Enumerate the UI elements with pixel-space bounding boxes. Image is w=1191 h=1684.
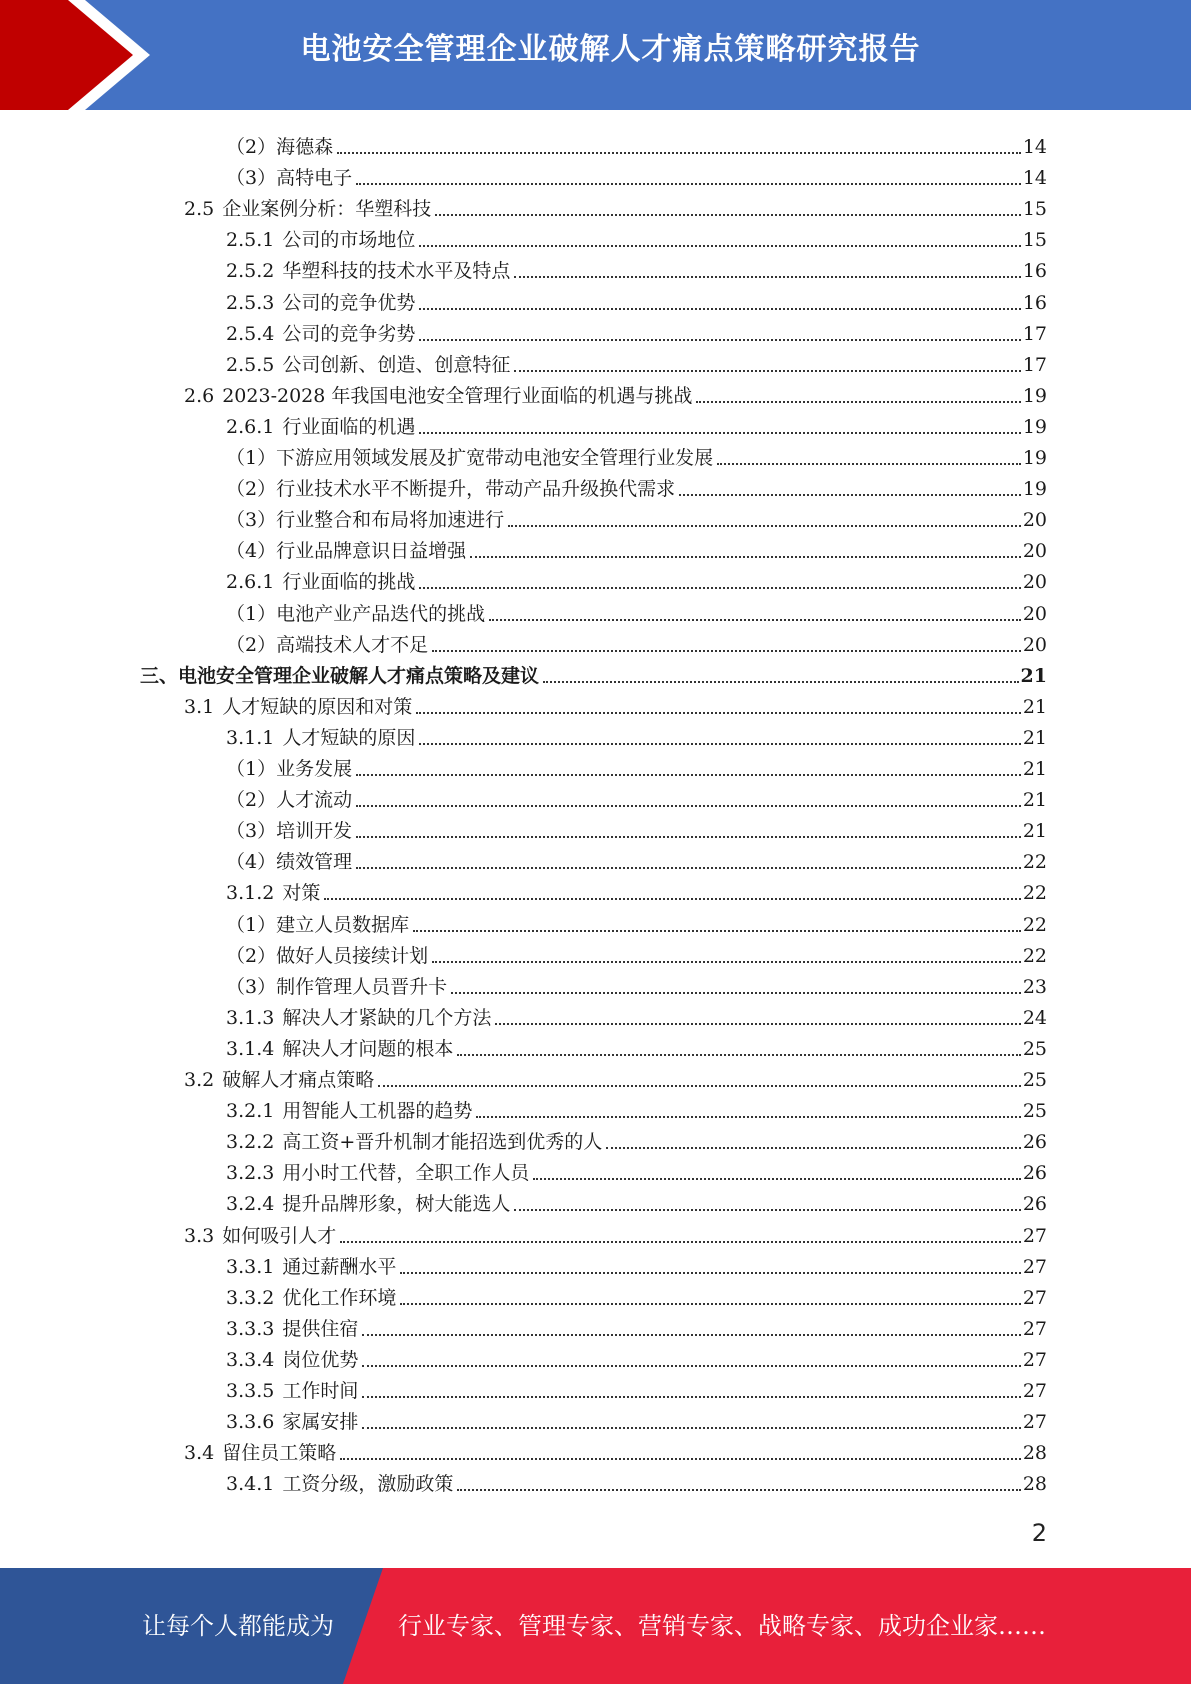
toc-entry[interactable] [226, 843, 1047, 874]
toc-entry[interactable] [226, 1123, 1047, 1154]
toc-entry-number: 2.5 [184, 198, 215, 221]
toc-dot-leader [606, 1147, 1021, 1149]
toc-entry[interactable] [226, 315, 1047, 346]
toc-entry-page: 21 [1020, 664, 1047, 687]
page-header [0, 0, 1191, 110]
toc-entry-label [226, 136, 335, 159]
toc-dot-leader [514, 370, 1020, 372]
toc-entry-page: 28 [1022, 1442, 1047, 1465]
toc-entry-page: 14 [1022, 136, 1047, 158]
toc-entry[interactable] [226, 626, 1047, 657]
toc-entry-label [226, 323, 417, 346]
toc-entry-label [226, 354, 512, 377]
toc-entry-label [226, 820, 354, 843]
toc-entry-label [226, 167, 354, 190]
toc-entry[interactable] [226, 968, 1047, 999]
toc-entry-label [226, 945, 430, 968]
toc-entry-label [226, 1349, 360, 1372]
toc-entry[interactable] [226, 1248, 1047, 1279]
toc-entry-title: 岗位优势 [282, 1348, 359, 1371]
toc-entry-page: 26 [1022, 1131, 1047, 1154]
toc-entry-title: （4）行业品牌意识日益增强 [226, 540, 467, 563]
toc-dot-leader [416, 712, 1021, 714]
toc-dot-leader [679, 494, 1021, 496]
toc-entry-title: 人才短缺的原因和对策 [222, 695, 413, 718]
toc-entry-page: 27 [1022, 1286, 1047, 1309]
toc-entry-label [184, 198, 433, 221]
toc-entry-label [226, 571, 417, 594]
toc-entry-page: 19 [1022, 415, 1047, 438]
toc-entry-label [184, 385, 694, 408]
toc-entry-page: 27 [1022, 1224, 1047, 1247]
toc-entry-page: 22 [1022, 882, 1047, 905]
toc-entry-label [226, 1131, 604, 1154]
toc-entry[interactable] [226, 128, 1047, 159]
toc-dot-leader [413, 930, 1021, 932]
toc-entry-page: 26 [1022, 1193, 1047, 1216]
toc-entry-title: 通过薪酬水平 [282, 1255, 397, 1278]
toc-entry-title: 行业面临的机遇 [282, 415, 416, 438]
toc-dot-leader [489, 619, 1021, 621]
toc-entry-number: 3.1.4 [226, 1037, 275, 1060]
toc-dot-leader [356, 867, 1021, 869]
toc-entry-number: 3.2.2 [226, 1131, 275, 1154]
toc-entry[interactable] [184, 377, 1047, 408]
toc-entry-page: 14 [1022, 167, 1047, 190]
toc-dot-leader [470, 556, 1021, 558]
toc-entry-title: （3）行业整合和布局将加速进行 [226, 509, 505, 532]
toc-entry-title: （2）行业技术水平不断提升，带动产品升级换代需求 [226, 478, 676, 501]
toc-entry-label [226, 1411, 360, 1434]
toc-entry-page: 15 [1022, 198, 1047, 221]
toc-dot-leader [432, 961, 1021, 963]
toc-entry-number: 3.4 [184, 1442, 215, 1465]
toc-entry-title: 解决人才问题的根本 [282, 1037, 454, 1060]
toc-entry-page: 27 [1022, 1317, 1047, 1340]
toc-entry-label [226, 758, 354, 781]
toc-entry-page: 15 [1022, 229, 1047, 252]
footer-slogan-right: 行业专家、管理专家、营销专家、战略专家、成功企业家…… [398, 1612, 1046, 1640]
toc-entry-label [226, 1100, 474, 1123]
toc-dot-leader [340, 1241, 1021, 1243]
toc-entry-title: 公司的竞争优势 [282, 291, 416, 314]
toc-dot-leader [508, 525, 1021, 527]
toc-entry-number: 2.5.3 [226, 291, 275, 314]
toc-dot-leader [356, 774, 1021, 776]
toc-entry-number: 2.5.5 [226, 353, 275, 376]
toc-entry-page: 25 [1022, 1100, 1047, 1123]
toc-entry-title: 公司创新、创造、创意特征 [282, 353, 511, 376]
toc-entry-label [226, 1287, 398, 1310]
toc-entry[interactable] [226, 346, 1047, 377]
toc-entry-title: 三、电池安全管理企业破解人才痛点策略及建议 [140, 664, 540, 687]
toc-dot-leader [356, 183, 1021, 185]
toc-entry-number: 2.6.1 [226, 415, 275, 438]
toc-entry-label [226, 1256, 398, 1279]
toc-dot-leader [362, 1334, 1020, 1336]
toc-entry-number: 3.1.1 [226, 726, 275, 749]
toc-dot-leader [400, 1303, 1020, 1305]
toc-entry-page: 21 [1022, 820, 1047, 843]
toc-entry-label [226, 1473, 455, 1496]
toc-dot-leader [514, 1209, 1020, 1211]
toc-dot-leader [419, 339, 1020, 341]
toc-entry-page: 17 [1022, 353, 1047, 376]
toc-entry-label [226, 1380, 360, 1403]
toc-entry[interactable] [226, 719, 1047, 750]
toc-dot-leader [340, 1458, 1021, 1460]
toc-entry-number: 3.3.6 [226, 1411, 275, 1434]
toc-entry-number: 3.2 [184, 1069, 215, 1091]
toc-entry[interactable] [226, 1372, 1047, 1403]
toc-entry-page: 22 [1022, 944, 1047, 967]
toc-entry-label [226, 260, 512, 283]
toc-entry-label [226, 1162, 531, 1185]
toc-entry-title: （2）做好人员接续计划 [226, 944, 429, 967]
toc-entry-label [184, 1225, 338, 1248]
toc-entry-page: 16 [1022, 260, 1047, 283]
toc-entry-title: （2）海德森 [226, 136, 334, 158]
toc-dot-leader [514, 276, 1020, 278]
toc-entry-title: （4）绩效管理 [226, 851, 353, 874]
toc-entry-number: 3.3.5 [226, 1380, 275, 1402]
toc-entry-page: 27 [1022, 1348, 1047, 1371]
toc-entry[interactable] [226, 1341, 1047, 1372]
toc-entry-title: 人才短缺的原因 [282, 726, 416, 749]
toc-entry-page: 25 [1022, 1037, 1047, 1060]
toc-entry-title: 用小时工代替，全职工作人员 [282, 1162, 530, 1185]
toc-entry-title: 留住员工策略 [222, 1442, 337, 1465]
toc-entry-number: 3.3 [184, 1224, 215, 1247]
toc-entry-title: （2）人才流动 [226, 789, 353, 812]
toc-entry-label [226, 1318, 360, 1341]
toc-entry[interactable] [226, 501, 1047, 532]
toc-entry-number: 3.3.4 [226, 1348, 275, 1371]
toc-entry[interactable] [226, 874, 1047, 905]
toc-entry[interactable] [226, 1092, 1047, 1123]
toc-entry[interactable] [226, 1403, 1047, 1434]
toc-entry-page: 26 [1022, 1162, 1047, 1185]
toc-dot-leader [435, 214, 1021, 216]
toc-dot-leader [419, 432, 1020, 434]
toc-entry-page: 20 [1022, 509, 1047, 532]
toc-dot-leader [419, 587, 1020, 589]
toc-dot-leader [362, 1396, 1020, 1398]
toc-entry-page: 19 [1022, 447, 1047, 469]
toc-dot-leader [457, 1054, 1020, 1056]
footer-slogan-left: 让每个人都能成为 [142, 1612, 334, 1640]
toc-entry[interactable] [184, 1434, 1047, 1465]
toc-entry-title: 提供住宿 [282, 1317, 359, 1340]
toc-entry-number: 3.1 [184, 695, 215, 718]
toc-entry-label [226, 851, 354, 874]
toc-entry-page: 20 [1022, 633, 1047, 656]
toc-entry[interactable] [226, 284, 1047, 315]
toc-entry-page: 27 [1022, 1411, 1047, 1434]
toc-entry-page: 20 [1022, 540, 1047, 563]
toc-entry-title: （3）高特电子 [226, 167, 353, 190]
toc-entry-page: 16 [1022, 291, 1047, 314]
toc-entry-title: （3）培训开发 [226, 820, 353, 843]
toc-entry-page: 21 [1022, 789, 1047, 812]
toc-entry-title: 解决人才紧缺的几个方法 [282, 1006, 492, 1029]
toc-entry-page: 20 [1022, 602, 1047, 625]
toc-entry-label [226, 603, 487, 626]
toc-dot-leader [324, 898, 1020, 900]
toc-entry-label [226, 727, 417, 750]
toc-entry-title: 2023-2028 年我国电池安全管理行业面临的机遇与挑战 [222, 384, 693, 407]
toc-entry[interactable] [226, 470, 1047, 501]
toc-dot-leader [451, 992, 1021, 994]
toc-dot-leader [717, 463, 1021, 465]
toc-entry[interactable] [226, 159, 1047, 190]
toc-entry-number: 3.3.3 [226, 1317, 275, 1340]
toc-entry-number: 2.6 [184, 384, 215, 407]
toc-entry[interactable] [184, 1217, 1047, 1248]
toc-entry-title: 用智能人工机器的趋势 [282, 1100, 473, 1123]
toc-entry-title: 家属安排 [282, 1411, 359, 1434]
toc-entry-page: 19 [1022, 384, 1047, 407]
toc-entry-page: 20 [1022, 571, 1047, 594]
toc-entry-page: 17 [1022, 322, 1047, 345]
toc-dot-leader [356, 836, 1021, 838]
toc-entry[interactable] [226, 906, 1047, 937]
toc-entry[interactable] [226, 1185, 1047, 1216]
toc-entry-label [226, 882, 322, 905]
toc-entry-label [226, 416, 417, 439]
toc-dot-leader [337, 152, 1021, 154]
toc-entry[interactable] [226, 563, 1047, 594]
toc-entry[interactable] [140, 657, 1047, 688]
toc-entry-label [184, 696, 414, 719]
toc-dot-leader [533, 1178, 1020, 1180]
toc-entry-title: 对策 [282, 882, 321, 905]
toc-entry-title: （1）业务发展 [226, 758, 353, 780]
toc-entry-page: 22 [1022, 913, 1047, 936]
toc-entry[interactable] [184, 1061, 1047, 1092]
toc-entry-number: 3.4.1 [226, 1473, 275, 1496]
toc-dot-leader [378, 1085, 1021, 1087]
toc-dot-leader [419, 743, 1020, 745]
toc-entry[interactable] [184, 190, 1047, 221]
toc-entry[interactable] [226, 595, 1047, 626]
page-footer [0, 1568, 1191, 1684]
toc-entry-title: （1）建立人员数据库 [226, 913, 410, 936]
toc-entry-title: （1）电池产业产品迭代的挑战 [226, 602, 486, 625]
toc-entry-label [226, 976, 449, 999]
toc-entry-title: 公司的市场地位 [282, 229, 416, 252]
toc-entry[interactable] [226, 812, 1047, 843]
toc-entry[interactable] [226, 408, 1047, 439]
toc-entry-page: 21 [1022, 726, 1047, 749]
toc-entry[interactable] [184, 688, 1047, 719]
toc-entry-label [226, 540, 468, 563]
toc-dot-leader [495, 1023, 1020, 1025]
toc-entry-number: 2.6.1 [226, 571, 275, 594]
toc-entry-title: 如何吸引人才 [222, 1224, 337, 1247]
toc-entry-page: 19 [1022, 478, 1047, 501]
toc-entry[interactable] [226, 781, 1047, 812]
toc-dot-leader [362, 1427, 1020, 1429]
toc-entry-number: 3.3.1 [226, 1255, 275, 1278]
toc-entry-title: （3）制作管理人员晋升卡 [226, 975, 448, 998]
toc-entry[interactable] [226, 252, 1047, 283]
toc-entry[interactable] [226, 937, 1047, 968]
toc-dot-leader [476, 1116, 1020, 1118]
toc-dot-leader [356, 805, 1021, 807]
toc-entry-number: 2.5.2 [226, 260, 275, 283]
toc-entry-title: 破解人才痛点策略 [222, 1069, 375, 1091]
toc-entry-number: 3.1.3 [226, 1006, 275, 1029]
report-title: 电池安全管理企业破解人才痛点策略研究报告 [300, 32, 921, 67]
toc-entry-title: 提升品牌形象，树大能选人 [282, 1193, 511, 1216]
toc-dot-leader [432, 650, 1021, 652]
toc-entry-title: 工作时间 [282, 1380, 359, 1402]
toc-entry-label [226, 292, 417, 315]
toc-entry-title: 公司的竞争劣势 [282, 322, 416, 345]
toc-entry[interactable] [226, 532, 1047, 563]
toc-dot-leader [419, 308, 1020, 310]
toc-entry-page: 28 [1022, 1473, 1047, 1496]
toc-entry-page: 21 [1022, 695, 1047, 718]
toc-entry-number: 3.1.2 [226, 882, 275, 905]
toc-entry[interactable] [226, 750, 1047, 781]
toc-entry-page: 22 [1022, 851, 1047, 874]
toc-entry-page: 23 [1022, 975, 1047, 998]
toc-entry-label [226, 1193, 512, 1216]
toc-dot-leader [419, 245, 1020, 247]
toc-entry-page: 27 [1022, 1380, 1047, 1402]
toc-entry-label [140, 665, 541, 688]
toc-entry-label [226, 634, 430, 657]
toc-entry-number: 3.2.3 [226, 1162, 275, 1185]
toc-entry-title: 工资分级，激励政策 [282, 1473, 454, 1496]
toc-entry-label [184, 1442, 338, 1465]
toc-entry-page: 21 [1022, 758, 1047, 780]
toc-entry-title: （1）下游应用领域发展及扩宽带动电池安全管理行业发展 [226, 447, 714, 469]
toc-entry-title: 高工资+晋升机制才能招选到优秀的人 [282, 1131, 603, 1154]
toc-entry-number: 2.5.1 [226, 229, 275, 252]
toc-entry[interactable] [226, 439, 1047, 470]
toc-dot-leader [696, 401, 1020, 403]
toc-entry[interactable] [226, 1310, 1047, 1341]
toc-entry-label [226, 914, 411, 937]
toc-entry-label [226, 1038, 455, 1061]
toc-entry[interactable] [226, 999, 1047, 1030]
toc-dot-leader [543, 681, 1019, 683]
toc-dot-leader [457, 1489, 1020, 1491]
toc-entry-label [226, 509, 506, 532]
toc-entry-page: 24 [1022, 1006, 1047, 1029]
toc-entry-title: （2）高端技术人才不足 [226, 633, 429, 656]
toc-dot-leader [362, 1365, 1020, 1367]
toc-entry[interactable] [226, 221, 1047, 252]
toc-entry-label [226, 1007, 493, 1030]
toc-entry[interactable] [226, 1279, 1047, 1310]
toc-dot-leader [400, 1272, 1020, 1274]
toc-entry-label [226, 447, 715, 470]
toc-entry-label [184, 1069, 376, 1092]
toc-entry[interactable] [226, 1154, 1047, 1185]
toc-entry-title: 企业案例分析：华塑科技 [222, 198, 432, 221]
page-number: 2 [1031, 1519, 1047, 1547]
toc-entry[interactable] [226, 1030, 1047, 1061]
toc-entry-title: 华塑科技的技术水平及特点 [282, 260, 511, 283]
toc-entry-page: 25 [1022, 1069, 1047, 1091]
toc-entry-number: 3.3.2 [226, 1286, 275, 1309]
toc-entry-number: 3.2.1 [226, 1100, 275, 1123]
toc-entry-title: 行业面临的挑战 [282, 571, 416, 594]
toc-entry-label [226, 478, 677, 501]
toc-entry[interactable] [226, 1465, 1047, 1496]
toc-entry-page: 27 [1022, 1255, 1047, 1278]
toc-entry-number: 3.2.4 [226, 1193, 275, 1216]
toc-entry-label [226, 229, 417, 252]
toc-entry-number: 2.5.4 [226, 322, 275, 345]
toc-entry-title: 优化工作环境 [282, 1286, 397, 1309]
toc-entry-label [226, 789, 354, 812]
